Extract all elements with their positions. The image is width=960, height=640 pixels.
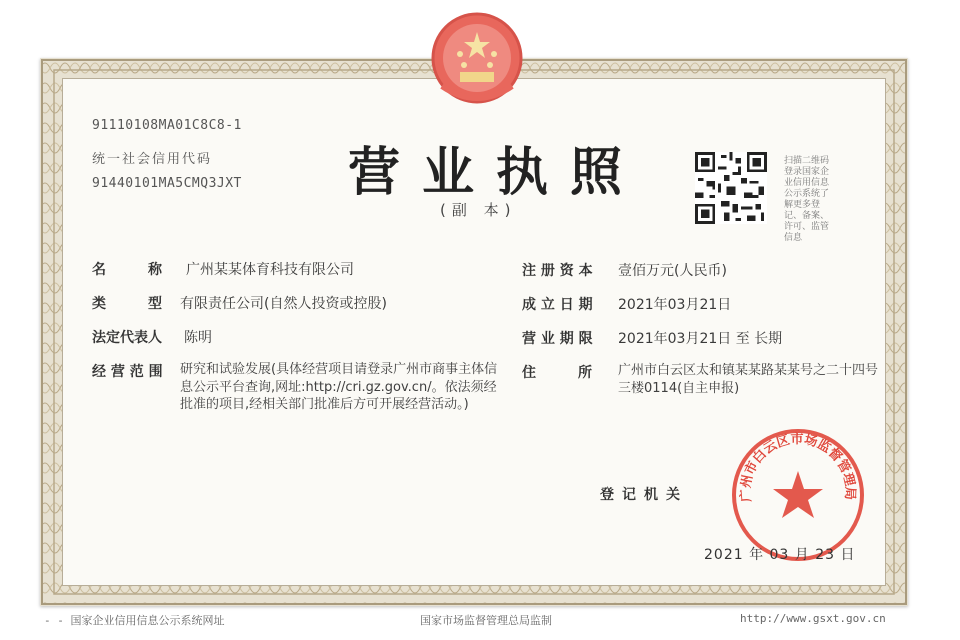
established-date: 2021年03月21日 xyxy=(618,297,732,313)
established-label: 成 立 日 期 xyxy=(522,297,593,313)
legal-rep-label: 法定代表人 xyxy=(92,330,162,346)
company-type: 有限责任公司(自然人投资或控股) xyxy=(180,296,387,312)
address-text: 广州市白云区太和镇某某路某某号之二十四号三楼0114(自主申报) xyxy=(618,363,879,396)
unified-code-label: 统一社会信用代码 xyxy=(92,152,213,167)
capital-label: 注 册 资 本 xyxy=(522,263,593,279)
business-scope-text: 研究和试验发展(具体经营项目请登录广州市商事主体信息公示平台查询,网址:http://cri.gz.gov.cn/。依法须经批准的项目,经相关部门批准后方可开展经营活动。) xyxy=(180,362,498,412)
qr-code-icon[interactable] xyxy=(695,152,767,224)
qr-note: 扫描二维码登录国家企业信用信息公示系统了解更多登记、备案、许可、监管信息 xyxy=(784,156,830,243)
footer-left-text: - - 国家企业信用信息公示系统网址 xyxy=(44,614,225,627)
type-label: 类 型 xyxy=(92,296,162,312)
business-term: 2021年03月21日 至 长期 xyxy=(618,331,783,347)
page-subtitle: (副 本) xyxy=(440,201,517,219)
national-emblem-icon xyxy=(424,10,530,110)
address-label: 住 所 xyxy=(522,365,592,381)
page-title: 营业执照 xyxy=(348,142,645,203)
issue-date: 2021 年 03 月 23 日 xyxy=(704,547,856,563)
name-label: 名 称 xyxy=(92,262,162,278)
footer-right-link[interactable]: http://www.gsxt.gov.cn xyxy=(740,612,886,625)
seal-text: 广州市白云区市场监督管理局 xyxy=(738,432,858,503)
credit-code-value: 91440101MA5CMQ3JXT xyxy=(92,176,242,191)
registration-number: 91110108MA01C8C8-1 xyxy=(92,118,242,133)
company-name: 广州某某体育科技有限公司 xyxy=(186,262,354,278)
official-seal-icon xyxy=(730,427,866,563)
footer-bar xyxy=(0,608,960,632)
business-scope-label: 经 营 范 围 xyxy=(92,364,163,380)
footer-middle-text: 国家市场监督管理总局监制 xyxy=(420,614,552,627)
term-label: 营 业 期 限 xyxy=(522,331,593,347)
legal-rep-name: 陈明 xyxy=(184,330,212,346)
registration-authority: 登记机关 xyxy=(600,487,688,503)
registered-capital: 壹佰万元(人民币) xyxy=(618,263,727,279)
